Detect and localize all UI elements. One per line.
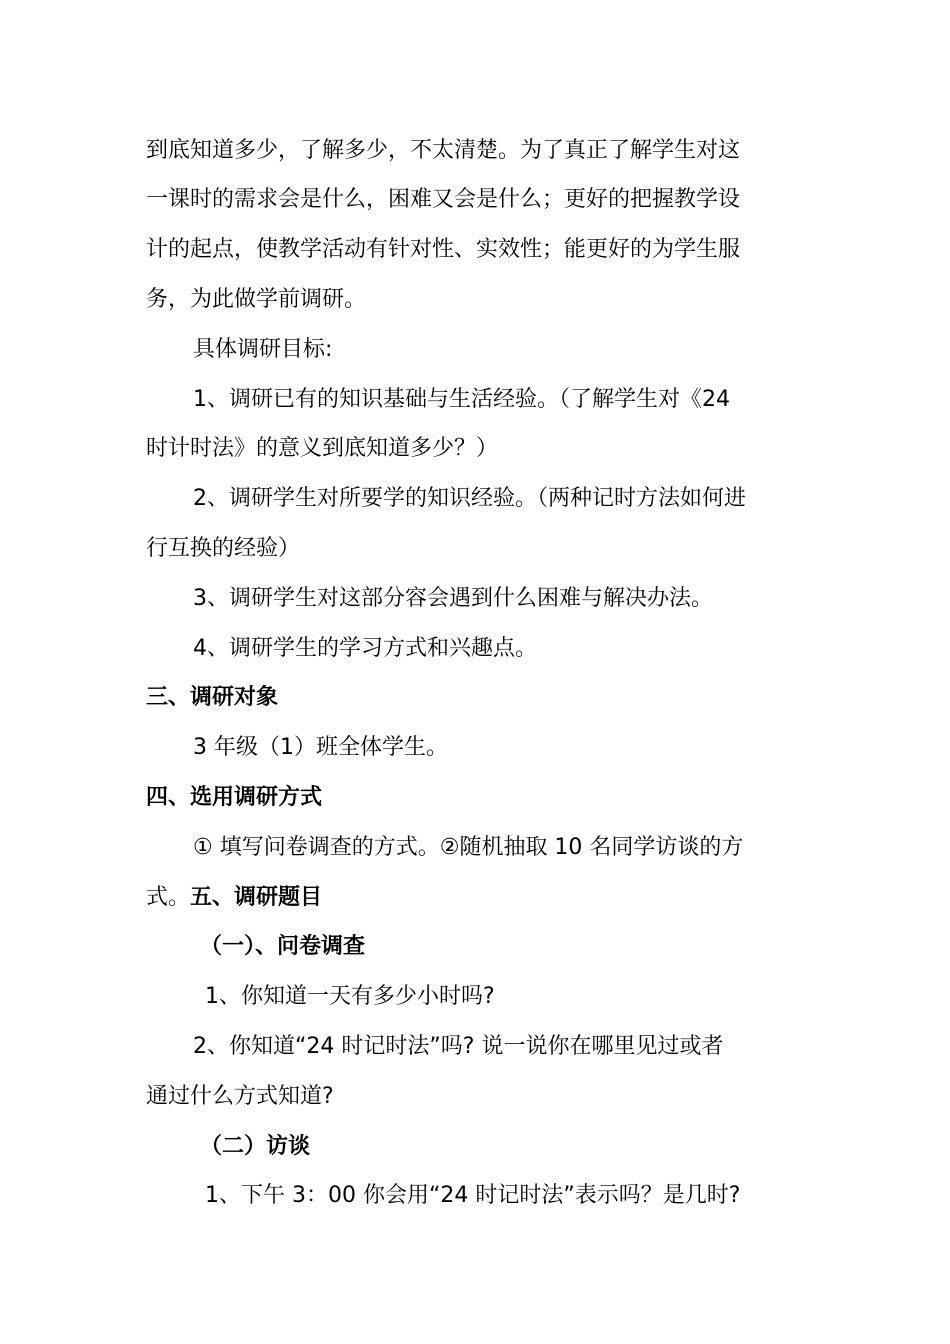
methods-text-cont <box>146 884 322 912</box>
methods-text-end: 式。 <box>146 885 191 910</box>
paragraph-line: 务，为此做学前调研。 <box>146 287 367 312</box>
subheading-questionnaire: （一）、问卷调查 <box>200 934 366 959</box>
objectives-heading: 具体调研目标: <box>193 337 333 362</box>
question-item-2: 2、你知道“24 时记时法”吗? 说一说你在哪里见过或者 <box>193 1034 724 1059</box>
objective-item-3: 3、调研学生对这部分容会遇到什么困难与解决办法。 <box>193 586 713 611</box>
paragraph-line: 到底知道多少，了解多少，不太清楚。为了真正了解学生对这 <box>146 138 741 163</box>
objective-item-2-cont: 行互换的经验） <box>146 536 301 561</box>
objective-item-1: 1、调研已有的知识基础与生活经验。（了解学生对《24 <box>193 387 730 412</box>
objective-item-1-cont: 时计时法》的意义到底知道多少？） <box>146 436 499 461</box>
methods-text: ① 填写问卷调查的方式。②随机抽取 10 名同学访谈的方 <box>193 835 744 860</box>
paragraph-line: 一课时的需求会是什么，困难又会是什么；更好的把握教学设 <box>146 187 741 212</box>
paragraph-line: 计的起点，使教学活动有针对性、实效性；能更好的为学生服 <box>146 237 741 262</box>
section-heading-methods: 四、选用调研方式 <box>146 785 323 810</box>
subheading-interview: （二）访谈 <box>200 1134 311 1159</box>
section-heading-questions: 五、调研题目 <box>190 885 323 910</box>
objective-item-4: 4、调研学生的学习方式和兴趣点。 <box>193 636 537 661</box>
question-item-2-cont: 通过什么方式知道? <box>146 1084 334 1109</box>
question-item-1: 1、你知道一天有多少小时吗? <box>205 984 495 1009</box>
subjects-text: 3 年级（1）班全体学生。 <box>193 735 448 760</box>
interview-item-1: 1、下午 3：00 你会用“24 时记时法”表示吗？是几时? <box>205 1183 741 1208</box>
objective-item-2: 2、调研学生对所要学的知识经验。（两种记时方法如何进 <box>193 486 746 511</box>
section-heading-subjects: 三、调研对象 <box>146 685 279 710</box>
